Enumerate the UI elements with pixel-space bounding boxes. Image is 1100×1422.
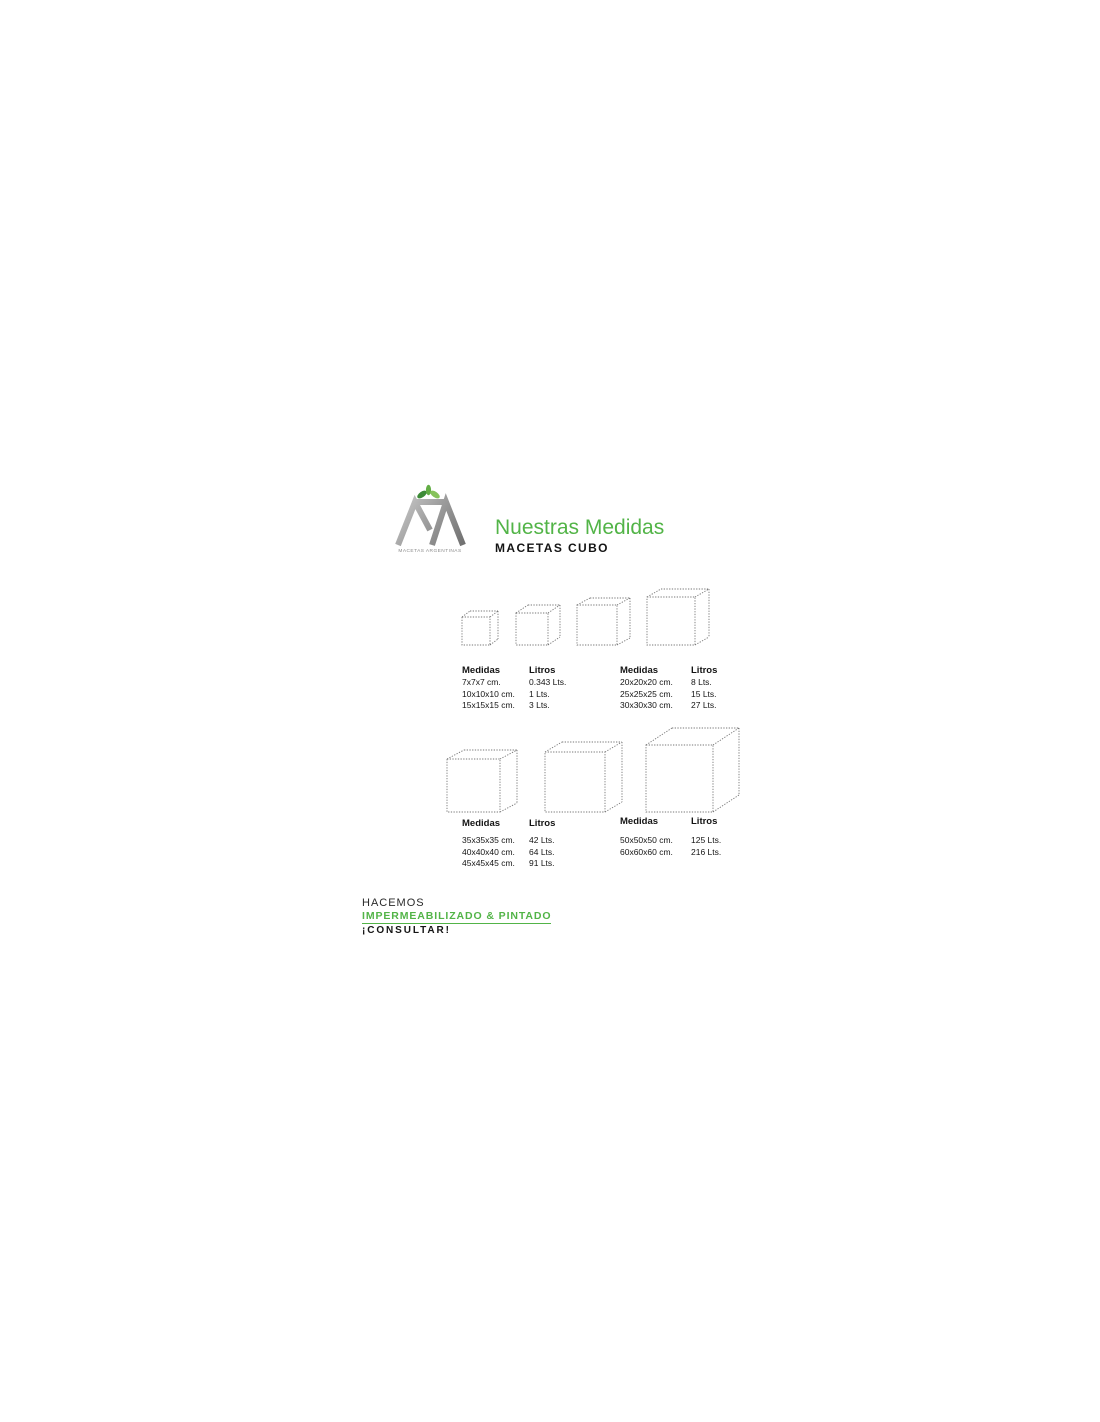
volume-cell: 64 Lts. xyxy=(529,846,555,857)
volume-cell: 91 Lts. xyxy=(529,858,555,868)
size-cell: 50x50x50 cm. xyxy=(620,835,673,845)
size-cell: 15x15x15 cm. xyxy=(462,700,515,710)
cube-outline-icon-2 xyxy=(516,605,560,645)
cube-outline-icon-6 xyxy=(545,742,622,812)
volume-cell: 216 Lts. xyxy=(691,846,722,857)
volume-cell: 0.343 Lts. xyxy=(529,677,567,687)
column-header-litros: Litros xyxy=(529,818,556,829)
table-header xyxy=(620,665,717,677)
size-cell: 30x30x30 cm. xyxy=(620,700,673,710)
column-header-medidas: Medidas xyxy=(620,665,659,676)
size-cell: 7x7x7 cm. xyxy=(462,677,501,687)
leaves-icon xyxy=(416,485,441,500)
volume-cell: 1 Lts. xyxy=(529,688,550,699)
cube-outline-icon-3 xyxy=(577,598,630,645)
size-cell: 60x60x60 cm. xyxy=(620,846,673,857)
table-row xyxy=(462,847,555,859)
macetas-argentinas-logo xyxy=(392,482,468,560)
table-row xyxy=(462,689,566,701)
table-row xyxy=(620,700,717,712)
column-header-medidas: Medidas xyxy=(462,818,501,829)
table-row xyxy=(620,677,717,689)
ma-monogram-icon xyxy=(398,502,463,545)
volume-cell: 125 Lts. xyxy=(691,835,722,845)
page-title: Nuestras Medidas xyxy=(495,516,665,539)
volume-cell: 8 Lts. xyxy=(691,677,712,687)
size-table-4 xyxy=(620,816,721,858)
size-cell: 35x35x35 cm. xyxy=(462,835,515,845)
volume-cell: 27 Lts. xyxy=(691,700,717,710)
table-row xyxy=(462,677,566,689)
size-cell: 25x25x25 cm. xyxy=(620,688,673,699)
column-header-litros: Litros xyxy=(691,665,718,676)
cube-outline-icon-4 xyxy=(647,589,709,645)
size-table-3 xyxy=(462,818,555,870)
table-row xyxy=(620,689,717,701)
table-row xyxy=(462,858,555,870)
table-header xyxy=(620,816,721,828)
cube-outline-icon-7 xyxy=(646,728,739,812)
footer-call-to-action: ¡CONSULTAR! xyxy=(362,925,451,936)
column-header-litros: Litros xyxy=(691,816,718,827)
size-cell: 10x10x10 cm. xyxy=(462,688,515,699)
size-cell: 45x45x45 cm. xyxy=(462,858,515,868)
page-subtitle: MACETAS CUBO xyxy=(495,541,609,555)
table-row xyxy=(620,847,721,859)
table-row xyxy=(462,700,566,712)
column-header-litros: Litros xyxy=(529,665,556,676)
size-cell: 40x40x40 cm. xyxy=(462,846,515,857)
volume-cell: 15 Lts. xyxy=(691,688,717,699)
size-table-1 xyxy=(462,665,566,712)
table-header xyxy=(462,665,566,677)
table-header xyxy=(462,818,555,830)
column-header-medidas: Medidas xyxy=(462,665,501,676)
table-row xyxy=(620,835,721,847)
footer-intro: HACEMOS xyxy=(362,897,425,909)
logo-caption: MACETAS ARGENTINAS xyxy=(398,549,462,554)
column-header-medidas: Medidas xyxy=(620,816,659,827)
volume-cell: 3 Lts. xyxy=(529,700,550,710)
footer-services: IMPERMEABILIZADO & PINTADO xyxy=(362,910,552,922)
table-row xyxy=(462,835,555,847)
cube-outline-icon-1 xyxy=(462,611,498,645)
cube-outline-icon-5 xyxy=(447,750,517,812)
size-table-2 xyxy=(620,665,717,712)
size-cell: 20x20x20 cm. xyxy=(620,677,673,687)
volume-cell: 42 Lts. xyxy=(529,835,555,845)
